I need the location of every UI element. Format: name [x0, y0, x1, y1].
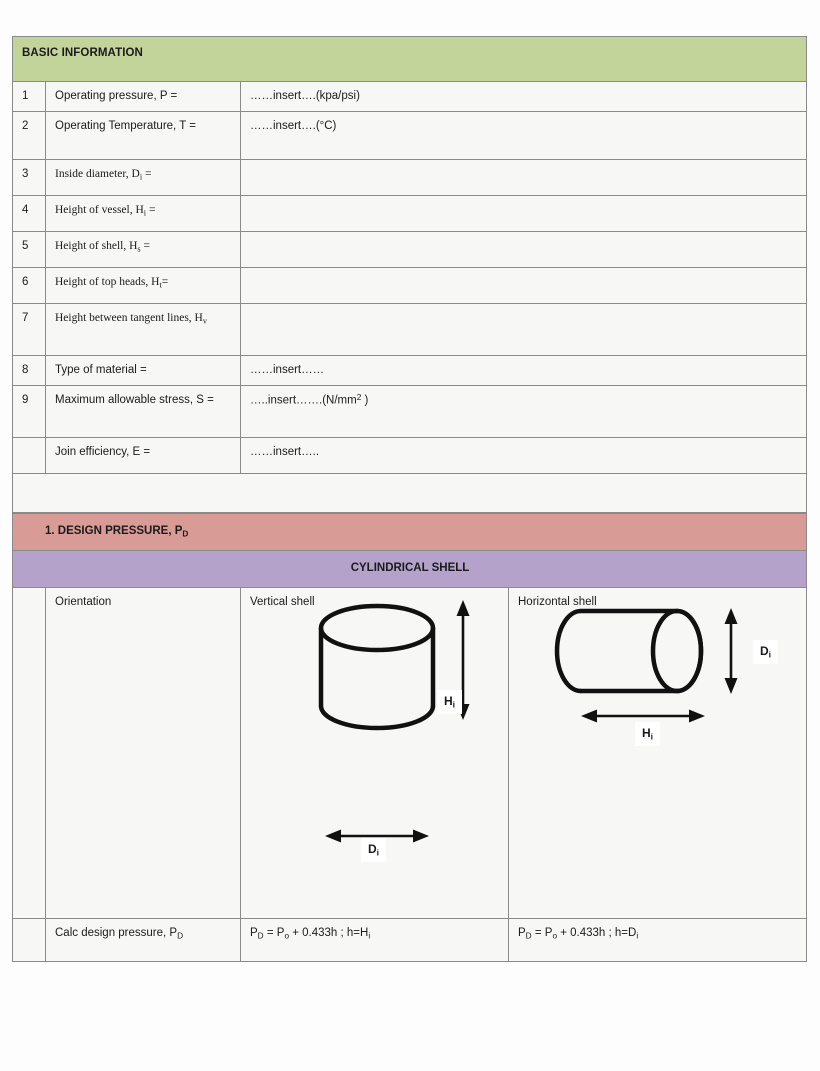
horizontal-length-dimension-label [635, 722, 660, 746]
design-pressure-table [12, 513, 807, 962]
row-number: 5 [13, 232, 46, 268]
table-row [13, 356, 807, 386]
row-label [46, 304, 241, 356]
calc-design-pressure-label-subscript: D [177, 931, 184, 941]
row-value[interactable] [241, 386, 807, 438]
row-number: 6 [13, 268, 46, 304]
design-pressure-title [13, 514, 807, 551]
horizontal-diameter-dimension-subscript: i [768, 649, 772, 660]
row-value[interactable]: ……insert…… [241, 356, 807, 386]
formula-subscript: i [636, 931, 639, 941]
vertical-diameter-dimension-label [361, 838, 386, 862]
row-label-suffix: = [161, 276, 169, 288]
vertical-height-dimension-text: H [444, 693, 453, 708]
design-pressure-title-text: 1. DESIGN PRESSURE, P [45, 525, 183, 537]
horizontal-diameter-dimension-text: D [760, 643, 769, 658]
calc-design-pressure-label [46, 918, 241, 961]
row-label [46, 160, 241, 196]
row-label-text: Height of shell, H [55, 240, 138, 252]
vertical-design-pressure-formula [241, 918, 509, 961]
row-label: Operating Temperature, T = [46, 112, 241, 160]
table-row [13, 268, 807, 304]
row-label: Operating pressure, P = [46, 82, 241, 112]
spacer-row [13, 474, 807, 513]
spec-sheet [12, 36, 806, 962]
basic-information-header-row [13, 37, 807, 82]
horizontal-shell-label: Horizontal shell [518, 595, 597, 608]
cylindrical-shell-title: CYLINDRICAL SHELL [13, 551, 807, 588]
table-row [13, 304, 807, 356]
horizontal-design-pressure-formula [509, 918, 807, 961]
row-label-subscript: s [137, 244, 141, 254]
vertical-height-dimension-subscript: i [452, 699, 456, 710]
formula-subscript: D [257, 931, 264, 941]
orientation-diagram-row [13, 587, 807, 918]
row-label-text: Inside diameter, D [55, 168, 140, 180]
row-label: Maximum allowable stress, S = [46, 386, 241, 438]
calc-design-pressure-row [13, 918, 807, 961]
design-pressure-subscript: D [182, 529, 189, 539]
vertical-diameter-dimension-text: D [368, 841, 377, 856]
calc-design-pressure-label-text: Calc design pressure, P [55, 926, 178, 939]
cylindrical-shell-header-row [13, 551, 807, 588]
row-label: Type of material = [46, 356, 241, 386]
row-value[interactable]: ……insert….(°C) [241, 112, 807, 160]
row-label-suffix: = [140, 240, 150, 252]
formula-subscript: D [525, 931, 532, 941]
table-row [13, 386, 807, 438]
row-number: 1 [13, 82, 46, 112]
basic-information-title: BASIC INFORMATION [13, 37, 807, 82]
row-number: 9 [13, 386, 46, 438]
formula-subscript: i [368, 931, 371, 941]
row-label: Join efficiency, E = [46, 438, 241, 474]
horizontal-shell-diagram-cell [509, 587, 807, 918]
row-number: 8 [13, 356, 46, 386]
row-number: 7 [13, 304, 46, 356]
row-label-subscript: i [143, 208, 147, 218]
row-label-text: Height between tangent lines, H [55, 312, 203, 324]
row-value[interactable] [241, 196, 807, 232]
formula-part: + 0.433h ; h=D [557, 926, 637, 939]
orientation-label-cell: Orientation [46, 587, 241, 918]
row-label-suffix: = [146, 204, 156, 216]
row-label-suffix: = [142, 168, 152, 180]
row-label [46, 268, 241, 304]
formula-subscript: o [284, 931, 290, 941]
row-value[interactable]: ……insert….(kpa/psi) [241, 82, 807, 112]
row-number: 2 [13, 112, 46, 160]
row-label-subscript: t [159, 280, 162, 290]
row-value-suffix: ) [361, 394, 369, 407]
row-label-text: Height of top heads, H [55, 276, 160, 288]
row-label-subscript: v [202, 316, 208, 326]
formula-part: = P [531, 926, 553, 939]
horizontal-cylinder-diagram [509, 588, 807, 918]
empty-number-cell [13, 587, 46, 918]
row-value[interactable] [241, 232, 807, 268]
row-number [13, 438, 46, 474]
table-row [13, 196, 807, 232]
empty-number-cell [13, 918, 46, 961]
row-label [46, 232, 241, 268]
row-value-text: …..insert…….(N/mm [250, 394, 357, 407]
table-row [13, 232, 807, 268]
row-value[interactable]: ……insert….. [241, 438, 807, 474]
table-row [13, 160, 807, 196]
row-label-text: Height of vessel, H [55, 204, 144, 216]
table-row [13, 438, 807, 474]
horizontal-length-dimension-subscript: i [650, 731, 654, 742]
formula-part: P [518, 926, 526, 939]
row-value-superscript: 2 [356, 393, 362, 402]
vertical-diameter-dimension-subscript: i [376, 847, 380, 858]
spacer-cell [13, 474, 807, 513]
design-pressure-header-row [13, 514, 807, 551]
row-label-subscript: i [139, 172, 143, 182]
vertical-height-dimension-label [437, 690, 462, 714]
row-number: 4 [13, 196, 46, 232]
horizontal-diameter-dimension-label [753, 640, 778, 664]
vertical-shell-diagram-cell [241, 587, 509, 918]
vertical-shell-label: Vertical shell [250, 595, 315, 608]
basic-information-table [12, 36, 807, 513]
formula-part: P [250, 926, 258, 939]
row-number: 3 [13, 160, 46, 196]
row-value[interactable] [241, 304, 807, 356]
horizontal-length-dimension-text: H [642, 725, 651, 740]
row-value[interactable] [241, 268, 807, 304]
formula-part: + 0.433h ; h=H [289, 926, 369, 939]
formula-part: = P [263, 926, 285, 939]
formula-subscript: o [552, 931, 558, 941]
vertical-cylinder-diagram [241, 588, 509, 918]
table-row [13, 82, 807, 112]
table-row [13, 112, 807, 160]
row-label [46, 196, 241, 232]
row-value[interactable] [241, 160, 807, 196]
